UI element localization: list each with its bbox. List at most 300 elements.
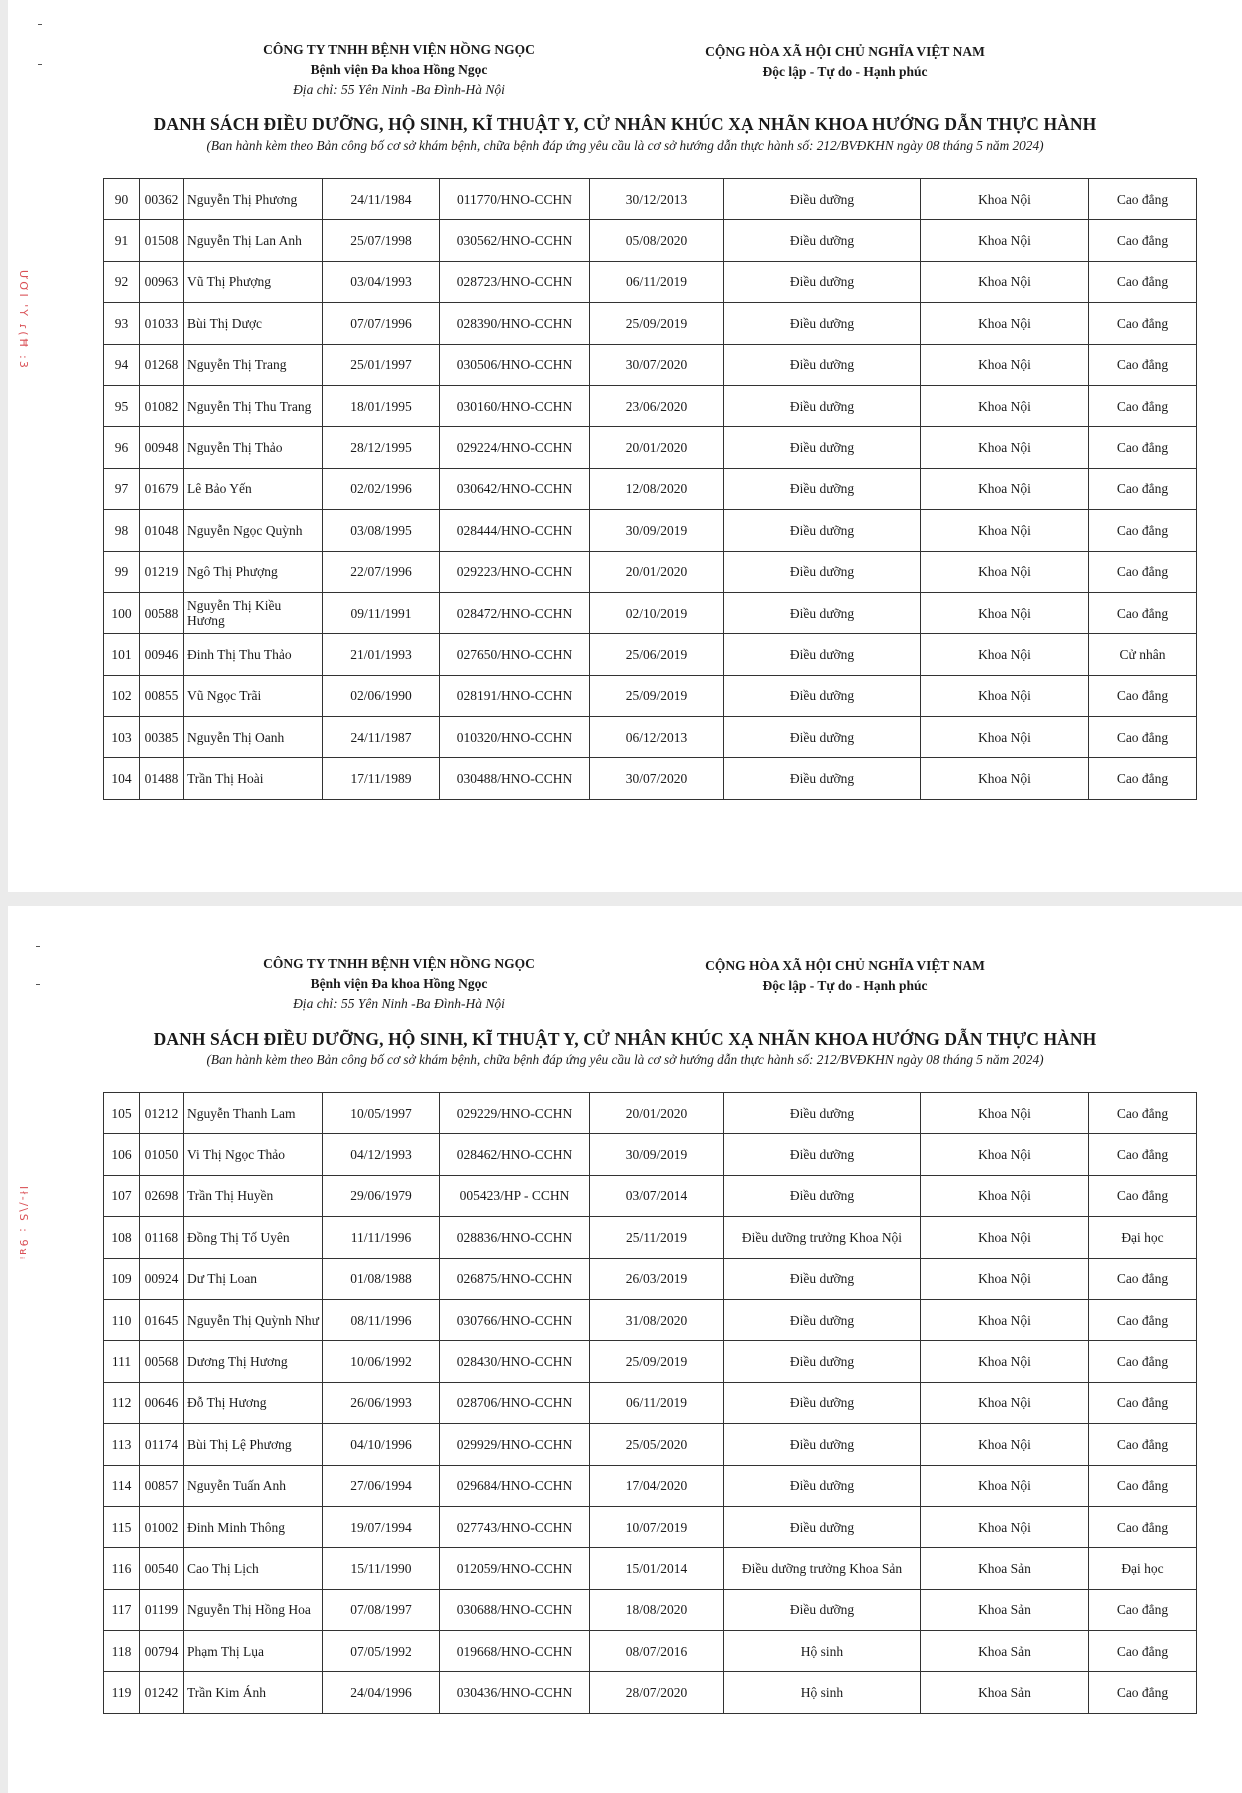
qualification-cell: Cao đẳng	[1089, 1093, 1197, 1134]
department-cell: Khoa Nội	[921, 551, 1089, 592]
table-row	[104, 1506, 1197, 1547]
license-date-cell: 15/01/2014	[590, 1548, 724, 1589]
staff-name-cell: Bùi Thị Lệ Phương	[184, 1424, 323, 1465]
position-cell: Điều dưỡng	[724, 717, 921, 758]
birth-date-cell: 10/06/1992	[323, 1341, 440, 1382]
staff-code-cell: 01082	[140, 385, 184, 426]
license-number-cell: 028390/HNO-CCHN	[440, 303, 590, 344]
license-number-cell: 030642/HNO-CCHN	[440, 468, 590, 509]
company-name: CÔNG TY TNHH BỆNH VIỆN HỒNG NGỌC	[263, 42, 535, 57]
row-number-cell: 115	[104, 1506, 140, 1547]
department-cell: Khoa Nội	[921, 1134, 1089, 1175]
license-number-cell: 028472/HNO-CCHN	[440, 592, 590, 633]
qualification-cell: Cao đẳng	[1089, 261, 1197, 302]
birth-date-cell: 19/07/1994	[323, 1506, 440, 1547]
birth-date-cell: 28/12/1995	[323, 427, 440, 468]
department-cell: Khoa Nội	[921, 1175, 1089, 1216]
license-number-cell: 028706/HNO-CCHN	[440, 1382, 590, 1423]
position-cell: Điều dưỡng trưởng Khoa Sản	[724, 1548, 921, 1589]
birth-date-cell: 07/05/1992	[323, 1631, 440, 1672]
license-number-cell: 030488/HNO-CCHN	[440, 758, 590, 799]
birth-date-cell: 04/10/1996	[323, 1424, 440, 1465]
department-cell: Khoa Nội	[921, 1341, 1089, 1382]
row-number-cell: 90	[104, 179, 140, 220]
scan-mark	[36, 946, 40, 947]
qualification-cell: Cao đẳng	[1089, 1672, 1197, 1713]
table-row	[104, 1217, 1197, 1258]
birth-date-cell: 21/01/1993	[323, 634, 440, 675]
position-cell: Điều dưỡng	[724, 675, 921, 716]
birth-date-cell: 03/08/1995	[323, 510, 440, 551]
staff-table-page-2	[103, 1092, 1197, 1714]
birth-date-cell: 07/07/1996	[323, 303, 440, 344]
table-row	[104, 303, 1197, 344]
row-number-cell: 107	[104, 1175, 140, 1216]
document-page-1	[8, 0, 1242, 892]
staff-name-cell: Đồng Thị Tố Uyên	[184, 1217, 323, 1258]
department-cell: Khoa Nội	[921, 468, 1089, 509]
staff-code-cell: 01174	[140, 1424, 184, 1465]
license-number-cell: 028462/HNO-CCHN	[440, 1134, 590, 1175]
position-cell: Hộ sinh	[724, 1672, 921, 1713]
staff-code-cell: 00924	[140, 1258, 184, 1299]
license-number-cell: 027743/HNO-CCHN	[440, 1506, 590, 1547]
staff-code-cell: 01508	[140, 220, 184, 261]
staff-name-cell: Đỗ Thị Hương	[184, 1382, 323, 1423]
position-cell: Hộ sinh	[724, 1631, 921, 1672]
position-cell: Điều dưỡng	[724, 510, 921, 551]
document-title: DANH SÁCH ĐIỀU DƯỠNG, HỘ SINH, KĨ THUẬT Y, CỬ NHÂN KHÚC XẠ NHÃN KHOA HƯỚNG DẪN THỰC HÀNH	[153, 114, 1097, 134]
birth-date-cell: 02/06/1990	[323, 675, 440, 716]
department-cell: Khoa Nội	[921, 1506, 1089, 1547]
license-number-cell: 030688/HNO-CCHN	[440, 1589, 590, 1630]
license-number-cell: 030506/HNO-CCHN	[440, 344, 590, 385]
department-cell: Khoa Sản	[921, 1589, 1089, 1630]
birth-date-cell: 24/04/1996	[323, 1672, 440, 1713]
birth-date-cell: 10/05/1997	[323, 1093, 440, 1134]
qualification-cell: Đại học	[1089, 1217, 1197, 1258]
license-number-cell: 019668/HNO-CCHN	[440, 1631, 590, 1672]
staff-code-cell: 01033	[140, 303, 184, 344]
qualification-cell: Cao đẳng	[1089, 220, 1197, 261]
scan-mark	[38, 24, 42, 25]
country-name: CỘNG HÒA XÃ HỘI CHỦ NGHĨA VIỆT NAM	[705, 44, 985, 59]
hospital-name: Bệnh viện Đa khoa Hồng Ngọc	[310, 976, 488, 991]
department-cell: Khoa Nội	[921, 634, 1089, 675]
country-motto: Độc lập - Tự do - Hạnh phúc	[762, 64, 928, 79]
table-row	[104, 427, 1197, 468]
table-row	[104, 1258, 1197, 1299]
department-cell: Khoa Nội	[921, 261, 1089, 302]
staff-name-cell: Nguyễn Ngọc Quỳnh	[184, 510, 323, 551]
birth-date-cell: 08/11/1996	[323, 1299, 440, 1340]
license-date-cell: 20/01/2020	[590, 1093, 724, 1134]
document-title: DANH SÁCH ĐIỀU DƯỠNG, HỘ SINH, KĨ THUẬT Y, CỬ NHÂN KHÚC XẠ NHÃN KHOA HƯỚNG DẪN THỰC HÀNH	[153, 1029, 1097, 1049]
license-number-cell: 029224/HNO-CCHN	[440, 427, 590, 468]
license-date-cell: 08/07/2016	[590, 1631, 724, 1672]
row-number-cell: 113	[104, 1424, 140, 1465]
staff-name-cell: Trần Thị Huyền	[184, 1175, 323, 1216]
license-number-cell: 028430/HNO-CCHN	[440, 1341, 590, 1382]
license-date-cell: 25/05/2020	[590, 1424, 724, 1465]
birth-date-cell: 11/11/1996	[323, 1217, 440, 1258]
row-number-cell: 105	[104, 1093, 140, 1134]
license-date-cell: 06/11/2019	[590, 1382, 724, 1423]
table-row	[104, 1134, 1197, 1175]
license-date-cell: 30/12/2013	[590, 179, 724, 220]
position-cell: Điều dưỡng	[724, 261, 921, 302]
position-cell: Điều dưỡng	[724, 1589, 921, 1630]
table-row	[104, 1175, 1197, 1216]
table-row	[104, 1548, 1197, 1589]
qualification-cell: Cao đẳng	[1089, 592, 1197, 633]
row-number-cell: 103	[104, 717, 140, 758]
table-row	[104, 344, 1197, 385]
qualification-cell: Cao đẳng	[1089, 179, 1197, 220]
qualification-cell: Cử nhân	[1089, 634, 1197, 675]
staff-name-cell: Nguyễn Thị Thảo	[184, 427, 323, 468]
license-date-cell: 02/10/2019	[590, 592, 724, 633]
license-date-cell: 18/08/2020	[590, 1589, 724, 1630]
staff-code-cell: 00948	[140, 427, 184, 468]
staff-name-cell: Đinh Thị Thu Thảo	[184, 634, 323, 675]
position-cell: Điều dưỡng	[724, 1299, 921, 1340]
birth-date-cell: 29/06/1979	[323, 1175, 440, 1216]
staff-name-cell: Dư Thị Loan	[184, 1258, 323, 1299]
department-cell: Khoa Sản	[921, 1631, 1089, 1672]
license-date-cell: 05/08/2020	[590, 220, 724, 261]
license-number-cell: 030766/HNO-CCHN	[440, 1299, 590, 1340]
position-cell: Điều dưỡng	[724, 1506, 921, 1547]
staff-name-cell: Vũ Thị Phượng	[184, 261, 323, 302]
table-row	[104, 551, 1197, 592]
position-cell: Điều dưỡng	[724, 385, 921, 426]
staff-name-cell: Vi Thị Ngọc Thảo	[184, 1134, 323, 1175]
department-cell: Khoa Nội	[921, 1258, 1089, 1299]
staff-code-cell: 01048	[140, 510, 184, 551]
staff-code-cell: 00646	[140, 1382, 184, 1423]
row-number-cell: 101	[104, 634, 140, 675]
license-number-cell: 028444/HNO-CCHN	[440, 510, 590, 551]
row-number-cell: 94	[104, 344, 140, 385]
red-stamp-mark: Ił-/\S : 9ᴚᵢ	[17, 1186, 30, 1262]
staff-code-cell: 01219	[140, 551, 184, 592]
staff-name-cell: Vũ Ngọc Trãi	[184, 675, 323, 716]
row-number-cell: 91	[104, 220, 140, 261]
staff-code-cell: 00946	[140, 634, 184, 675]
license-number-cell: 027650/HNO-CCHN	[440, 634, 590, 675]
license-date-cell: 20/01/2020	[590, 427, 724, 468]
position-cell: Điều dưỡng trưởng Khoa Nội	[724, 1217, 921, 1258]
birth-date-cell: 07/08/1997	[323, 1589, 440, 1630]
position-cell: Điều dưỡng	[724, 634, 921, 675]
department-cell: Khoa Nội	[921, 1465, 1089, 1506]
header-right	[680, 42, 1010, 82]
row-number-cell: 109	[104, 1258, 140, 1299]
license-date-cell: 25/06/2019	[590, 634, 724, 675]
staff-name-cell: Nguyễn Tuấn Anh	[184, 1465, 323, 1506]
license-date-cell: 03/07/2014	[590, 1175, 724, 1216]
qualification-cell: Cao đẳng	[1089, 551, 1197, 592]
birth-date-cell: 22/07/1996	[323, 551, 440, 592]
license-date-cell: 10/07/2019	[590, 1506, 724, 1547]
birth-date-cell: 26/06/1993	[323, 1382, 440, 1423]
license-number-cell: 028836/HNO-CCHN	[440, 1217, 590, 1258]
department-cell: Khoa Nội	[921, 427, 1089, 468]
license-number-cell: 005423/HP - CCHN	[440, 1175, 590, 1216]
license-date-cell: 25/09/2019	[590, 675, 724, 716]
staff-code-cell: 00963	[140, 261, 184, 302]
birth-date-cell: 18/01/1995	[323, 385, 440, 426]
row-number-cell: 111	[104, 1341, 140, 1382]
position-cell: Điều dưỡng	[724, 179, 921, 220]
staff-name-cell: Bùi Thị Dược	[184, 303, 323, 344]
staff-code-cell: 00588	[140, 592, 184, 633]
red-stamp-mark: ƯƠI 'Y ɾ(Ħ :3	[17, 270, 30, 370]
staff-table-page-1	[103, 178, 1197, 800]
license-number-cell: 028191/HNO-CCHN	[440, 675, 590, 716]
row-number-cell: 112	[104, 1382, 140, 1423]
qualification-cell: Cao đẳng	[1089, 1175, 1197, 1216]
department-cell: Khoa Nội	[921, 179, 1089, 220]
staff-name-cell: Đinh Minh Thông	[184, 1506, 323, 1547]
qualification-cell: Cao đẳng	[1089, 1589, 1197, 1630]
table-row	[104, 1299, 1197, 1340]
license-date-cell: 25/11/2019	[590, 1217, 724, 1258]
department-cell: Khoa Sản	[921, 1548, 1089, 1589]
row-number-cell: 106	[104, 1134, 140, 1175]
staff-name-cell: Nguyễn Thị Phương	[184, 179, 323, 220]
staff-code-cell: 01168	[140, 1217, 184, 1258]
table-row	[104, 385, 1197, 426]
hospital-name: Bệnh viện Đa khoa Hồng Ngọc	[310, 62, 488, 77]
staff-name-cell: Trần Thị Hoài	[184, 758, 323, 799]
license-date-cell: 12/08/2020	[590, 468, 724, 509]
birth-date-cell: 17/11/1989	[323, 758, 440, 799]
header-right	[680, 956, 1010, 996]
staff-code-cell: 00855	[140, 675, 184, 716]
license-date-cell: 30/07/2020	[590, 758, 724, 799]
department-cell: Khoa Nội	[921, 220, 1089, 261]
license-date-cell: 26/03/2019	[590, 1258, 724, 1299]
license-date-cell: 23/06/2020	[590, 385, 724, 426]
staff-code-cell: 01199	[140, 1589, 184, 1630]
staff-name-cell: Nguyễn Thị Hồng Hoa	[184, 1589, 323, 1630]
scan-mark	[36, 984, 40, 985]
birth-date-cell: 27/06/1994	[323, 1465, 440, 1506]
staff-name-cell: Lê Bảo Yến	[184, 468, 323, 509]
position-cell: Điều dưỡng	[724, 1258, 921, 1299]
staff-code-cell: 00568	[140, 1341, 184, 1382]
license-date-cell: 06/12/2013	[590, 717, 724, 758]
department-cell: Khoa Nội	[921, 675, 1089, 716]
header-left	[230, 954, 568, 1014]
qualification-cell: Cao đẳng	[1089, 717, 1197, 758]
document-subtitle: (Ban hành kèm theo Bản công bố cơ sở khám bệnh, chữa bệnh đáp ứng yêu cầu là cơ sở hướng dẫn thực hành số: 212/BVĐKHN ngày 08 tháng 5 năm 2024)	[206, 138, 1044, 153]
table-row	[104, 634, 1197, 675]
license-number-cell: 029684/HNO-CCHN	[440, 1465, 590, 1506]
table-row	[104, 468, 1197, 509]
table-row	[104, 220, 1197, 261]
hospital-address: Địa chỉ: 55 Yên Ninh -Ba Đình-Hà Nội	[293, 996, 505, 1011]
staff-code-cell: 01212	[140, 1093, 184, 1134]
row-number-cell: 98	[104, 510, 140, 551]
position-cell: Điều dưỡng	[724, 758, 921, 799]
position-cell: Điều dưỡng	[724, 303, 921, 344]
staff-name-cell: Ngô Thị Phượng	[184, 551, 323, 592]
staff-code-cell: 00857	[140, 1465, 184, 1506]
position-cell: Điều dưỡng	[724, 1341, 921, 1382]
staff-code-cell: 00385	[140, 717, 184, 758]
table-row	[104, 1631, 1197, 1672]
staff-code-cell: 01645	[140, 1299, 184, 1340]
birth-date-cell: 24/11/1984	[323, 179, 440, 220]
position-cell: Điều dưỡng	[724, 1093, 921, 1134]
staff-code-cell: 02698	[140, 1175, 184, 1216]
license-number-cell: 030562/HNO-CCHN	[440, 220, 590, 261]
license-date-cell: 06/11/2019	[590, 261, 724, 302]
qualification-cell: Cao đẳng	[1089, 385, 1197, 426]
department-cell: Khoa Nội	[921, 758, 1089, 799]
qualification-cell: Cao đẳng	[1089, 1382, 1197, 1423]
birth-date-cell: 25/07/1998	[323, 220, 440, 261]
qualification-cell: Cao đẳng	[1089, 1299, 1197, 1340]
license-date-cell: 17/04/2020	[590, 1465, 724, 1506]
country-name: CỘNG HÒA XÃ HỘI CHỦ NGHĨA VIỆT NAM	[705, 958, 985, 973]
country-motto: Độc lập - Tự do - Hạnh phúc	[762, 978, 928, 993]
table-row	[104, 1424, 1197, 1465]
qualification-cell: Cao đẳng	[1089, 1506, 1197, 1547]
row-number-cell: 92	[104, 261, 140, 302]
license-date-cell: 28/07/2020	[590, 1672, 724, 1713]
position-cell: Điều dưỡng	[724, 1175, 921, 1216]
license-number-cell: 030160/HNO-CCHN	[440, 385, 590, 426]
position-cell: Điều dưỡng	[724, 1382, 921, 1423]
birth-date-cell: 01/08/1988	[323, 1258, 440, 1299]
birth-date-cell: 03/04/1993	[323, 261, 440, 302]
department-cell: Khoa Nội	[921, 303, 1089, 344]
department-cell: Khoa Nội	[921, 385, 1089, 426]
department-cell: Khoa Nội	[921, 1299, 1089, 1340]
qualification-cell: Cao đẳng	[1089, 344, 1197, 385]
department-cell: Khoa Nội	[921, 1093, 1089, 1134]
table-row	[104, 1382, 1197, 1423]
staff-name-cell: Nguyễn Thị Kiều Hương	[184, 592, 323, 633]
license-number-cell: 028723/HNO-CCHN	[440, 261, 590, 302]
row-number-cell: 97	[104, 468, 140, 509]
department-cell: Khoa Nội	[921, 717, 1089, 758]
row-number-cell: 96	[104, 427, 140, 468]
staff-code-cell: 01488	[140, 758, 184, 799]
table-row	[104, 179, 1197, 220]
department-cell: Khoa Nội	[921, 1382, 1089, 1423]
staff-code-cell: 00794	[140, 1631, 184, 1672]
row-number-cell: 117	[104, 1589, 140, 1630]
row-number-cell: 100	[104, 592, 140, 633]
birth-date-cell: 04/12/1993	[323, 1134, 440, 1175]
table-row	[104, 675, 1197, 716]
staff-name-cell: Nguyễn Thanh Lam	[184, 1093, 323, 1134]
position-cell: Điều dưỡng	[724, 1465, 921, 1506]
department-cell: Khoa Sản	[921, 1672, 1089, 1713]
qualification-cell: Cao đẳng	[1089, 758, 1197, 799]
qualification-cell: Cao đẳng	[1089, 1465, 1197, 1506]
birth-date-cell: 15/11/1990	[323, 1548, 440, 1589]
table-row	[104, 1093, 1197, 1134]
license-date-cell: 30/09/2019	[590, 510, 724, 551]
row-number-cell: 102	[104, 675, 140, 716]
row-number-cell: 116	[104, 1548, 140, 1589]
birth-date-cell: 09/11/1991	[323, 592, 440, 633]
qualification-cell: Đại học	[1089, 1548, 1197, 1589]
qualification-cell: Cao đẳng	[1089, 303, 1197, 344]
license-number-cell: 012059/HNO-CCHN	[440, 1548, 590, 1589]
license-number-cell: 030436/HNO-CCHN	[440, 1672, 590, 1713]
table-row	[104, 1589, 1197, 1630]
row-number-cell: 119	[104, 1672, 140, 1713]
birth-date-cell: 24/11/1987	[323, 717, 440, 758]
department-cell: Khoa Nội	[921, 1217, 1089, 1258]
table-row	[104, 758, 1197, 799]
position-cell: Điều dưỡng	[724, 592, 921, 633]
staff-code-cell: 01242	[140, 1672, 184, 1713]
license-number-cell: 011770/HNO-CCHN	[440, 179, 590, 220]
license-date-cell: 25/09/2019	[590, 303, 724, 344]
qualification-cell: Cao đẳng	[1089, 468, 1197, 509]
department-cell: Khoa Nội	[921, 510, 1089, 551]
table-row	[104, 1465, 1197, 1506]
row-number-cell: 118	[104, 1631, 140, 1672]
staff-name-cell: Nguyễn Thị Trang	[184, 344, 323, 385]
table-row	[104, 510, 1197, 551]
qualification-cell: Cao đẳng	[1089, 1341, 1197, 1382]
birth-date-cell: 25/01/1997	[323, 344, 440, 385]
qualification-cell: Cao đẳng	[1089, 427, 1197, 468]
license-date-cell: 20/01/2020	[590, 551, 724, 592]
qualification-cell: Cao đẳng	[1089, 510, 1197, 551]
staff-name-cell: Nguyễn Thị Lan Anh	[184, 220, 323, 261]
staff-name-cell: Phạm Thị Lụa	[184, 1631, 323, 1672]
row-number-cell: 99	[104, 551, 140, 592]
birth-date-cell: 02/02/1996	[323, 468, 440, 509]
row-number-cell: 110	[104, 1299, 140, 1340]
table-row	[104, 592, 1197, 633]
department-cell: Khoa Nội	[921, 1424, 1089, 1465]
position-cell: Điều dưỡng	[724, 344, 921, 385]
license-number-cell: 029929/HNO-CCHN	[440, 1424, 590, 1465]
header-left	[230, 40, 568, 100]
license-number-cell: 010320/HNO-CCHN	[440, 717, 590, 758]
department-cell: Khoa Nội	[921, 592, 1089, 633]
staff-name-cell: Nguyễn Thị Thu Trang	[184, 385, 323, 426]
staff-code-cell: 00540	[140, 1548, 184, 1589]
position-cell: Điều dưỡng	[724, 468, 921, 509]
qualification-cell: Cao đẳng	[1089, 1631, 1197, 1672]
position-cell: Điều dưỡng	[724, 220, 921, 261]
qualification-cell: Cao đẳng	[1089, 675, 1197, 716]
row-number-cell: 104	[104, 758, 140, 799]
license-date-cell: 30/09/2019	[590, 1134, 724, 1175]
table-row	[104, 1672, 1197, 1713]
table-row	[104, 261, 1197, 302]
document-subtitle: (Ban hành kèm theo Bản công bố cơ sở khám bệnh, chữa bệnh đáp ứng yêu cầu là cơ sở hướng dẫn thực hành số: 212/BVĐKHN ngày 08 tháng 5 năm 2024)	[206, 1052, 1044, 1067]
company-name: CÔNG TY TNHH BỆNH VIỆN HỒNG NGỌC	[263, 956, 535, 971]
position-cell: Điều dưỡng	[724, 1424, 921, 1465]
staff-name-cell: Nguyễn Thị Oanh	[184, 717, 323, 758]
staff-code-cell: 01268	[140, 344, 184, 385]
license-number-cell: 026875/HNO-CCHN	[440, 1258, 590, 1299]
position-cell: Điều dưỡng	[724, 427, 921, 468]
